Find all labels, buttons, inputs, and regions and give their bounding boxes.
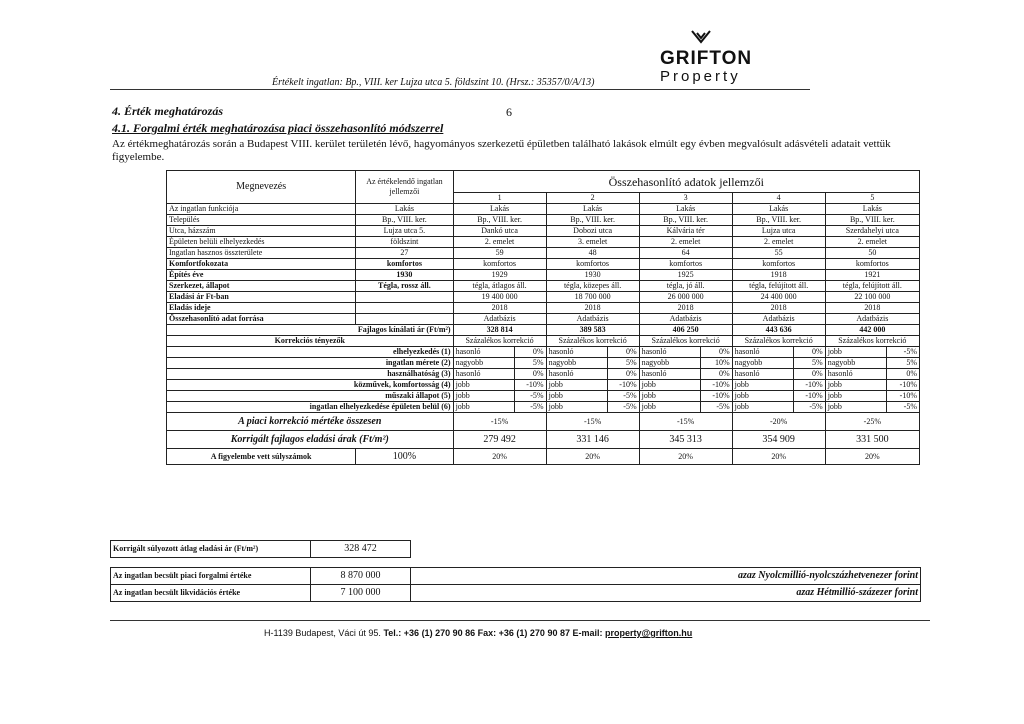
- comp-value: komfortos: [732, 259, 825, 270]
- comp-value: 2. emelet: [639, 237, 732, 248]
- subject-value: Tégla, rossz áll.: [356, 281, 453, 292]
- correction-percent: 0%: [607, 347, 639, 358]
- row-label: Település: [167, 215, 356, 226]
- section-paragraph: Az értékmeghatározás során a Budapest VIII. kerület területén lévő, hagyományos szerkezetű épületben található lakások elmúlt egy évben megvalósult adásvételi adatait vettük figyelembe.: [112, 138, 891, 163]
- average-price-value: 328 472: [311, 541, 411, 558]
- comp-number: 3: [639, 193, 732, 204]
- correction-desc: hasonló: [732, 347, 793, 358]
- table-row: [167, 259, 920, 270]
- comp-value: Lakás: [453, 204, 546, 215]
- table-row: [167, 314, 920, 325]
- table-row: [167, 270, 920, 281]
- correction-percent: -10%: [607, 380, 639, 391]
- comp-value: 18 700 000: [546, 292, 639, 303]
- comp-number: 2: [546, 193, 639, 204]
- table-row: [167, 215, 920, 226]
- footer-email-link[interactable]: property@grifton.hu: [605, 628, 693, 638]
- correction-desc: hasonló: [732, 369, 793, 380]
- correction-desc: nagyobb: [546, 358, 607, 369]
- correction-percent: 0%: [793, 369, 825, 380]
- correction-row: [167, 347, 920, 358]
- correction-desc: nagyobb: [639, 358, 700, 369]
- correction-desc: jobb: [453, 391, 514, 402]
- correction-percent: 0%: [886, 369, 919, 380]
- comp-value: 55: [732, 248, 825, 259]
- correction-header: Százalékos korrekció: [825, 336, 919, 347]
- correction-desc: jobb: [825, 380, 886, 391]
- footer-tel: +36 (1) 270 90 86: [403, 628, 476, 638]
- grifton-logo-sub: Property: [660, 68, 741, 85]
- total-correction: -15%: [453, 413, 546, 431]
- weight: 20%: [825, 449, 919, 465]
- correction-desc: hasonló: [453, 369, 514, 380]
- comp-value: 22 100 000: [825, 292, 919, 303]
- grifton-logo-name: GRIFTON: [660, 48, 753, 69]
- comp-value: 48: [546, 248, 639, 259]
- correction-desc: hasonló: [825, 369, 886, 380]
- correction-percent: 0%: [793, 347, 825, 358]
- comp-number: 4: [732, 193, 825, 204]
- weight: 20%: [639, 449, 732, 465]
- corrected-price-row: [167, 431, 920, 449]
- correction-percent: -5%: [886, 347, 919, 358]
- footer-email-label: E-mail:: [572, 628, 603, 638]
- comp-value: 19 400 000: [453, 292, 546, 303]
- footer-fax: +36 (1) 270 90 87: [498, 628, 570, 638]
- correction-header: Százalékos korrekció: [639, 336, 732, 347]
- market-value: 8 870 000: [311, 568, 411, 585]
- subject-value: 1930: [356, 270, 453, 281]
- correction-percent: 10%: [700, 358, 732, 369]
- header-ertekelendo: Az értékelendő ingatlan jellemzői: [356, 171, 453, 204]
- row-label: Építés éve: [167, 270, 356, 281]
- row-label: Épületen belüli elhelyezkedés: [167, 237, 356, 248]
- comp-value: Adatbázis: [639, 314, 732, 325]
- comp-number: 5: [825, 193, 919, 204]
- weights-row: [167, 449, 920, 465]
- table-header-row: [167, 171, 920, 193]
- table-row: [167, 248, 920, 259]
- correction-label: Korrekciós tényezők: [167, 336, 454, 347]
- comp-value: Bp., VIII. ker.: [546, 215, 639, 226]
- correction-row-label: elhelyezkedés (1): [167, 347, 454, 358]
- correction-header: Százalékos korrekció: [546, 336, 639, 347]
- subject-value: Lujza utca 5.: [356, 226, 453, 237]
- unit-price: 389 583: [546, 325, 639, 336]
- correction-row: [167, 391, 920, 402]
- table-row: [167, 303, 920, 314]
- subject-value: Bp., VIII. ker.: [356, 215, 453, 226]
- comp-value: 50: [825, 248, 919, 259]
- total-correction: -20%: [732, 413, 825, 431]
- market-value-label: Az ingatlan becsült piaci forgalmi értéke: [111, 568, 311, 585]
- comp-value: 2018: [732, 303, 825, 314]
- unit-price: 406 250: [639, 325, 732, 336]
- corrected-price: 345 313: [639, 431, 732, 449]
- correction-desc: hasonló: [546, 347, 607, 358]
- correction-percent: -5%: [886, 402, 919, 413]
- correction-desc: jobb: [825, 391, 886, 402]
- correction-desc: hasonló: [546, 369, 607, 380]
- weight: 20%: [732, 449, 825, 465]
- correction-desc: jobb: [453, 380, 514, 391]
- footer-contact: [264, 628, 692, 638]
- correction-percent: -10%: [793, 380, 825, 391]
- correction-desc: jobb: [546, 402, 607, 413]
- valuation-summary: [110, 567, 921, 602]
- correction-row: [167, 369, 920, 380]
- comp-number: 1: [453, 193, 546, 204]
- weights-label: A figyelembe vett súlyszámok: [167, 449, 356, 465]
- total-correction: -25%: [825, 413, 919, 431]
- comp-value: 1929: [453, 270, 546, 281]
- row-label: Komfortfokozata: [167, 259, 356, 270]
- correction-percent: -5%: [607, 402, 639, 413]
- correction-header-row: [167, 336, 920, 347]
- comp-value: Adatbázis: [546, 314, 639, 325]
- section-subtitle: 4.1. Forgalmi érték meghatározása piaci összehasonlító módszerrel: [112, 121, 444, 135]
- correction-percent: 0%: [514, 369, 546, 380]
- correction-percent: -5%: [514, 402, 546, 413]
- spacer: [167, 465, 920, 471]
- unit-price-row: [167, 325, 920, 336]
- correction-percent: -5%: [700, 402, 732, 413]
- comp-value: Adatbázis: [825, 314, 919, 325]
- correction-desc: jobb: [825, 347, 886, 358]
- section-title: 4. Érték meghatározás: [112, 104, 224, 118]
- correction-percent: -10%: [514, 380, 546, 391]
- footer-fax-label: Fax:: [477, 628, 497, 638]
- correction-percent: 0%: [700, 369, 732, 380]
- comp-value: tégla, jó áll.: [639, 281, 732, 292]
- correction-row-label: használhatóság (3): [167, 369, 454, 380]
- comp-value: Lakás: [546, 204, 639, 215]
- correction-percent: -10%: [886, 380, 919, 391]
- unit-price: 328 814: [453, 325, 546, 336]
- comp-value: Lakás: [639, 204, 732, 215]
- market-value-words: azaz Nyolcmillió-nyolcszázhetvenezer forint: [411, 568, 921, 585]
- comp-value: Bp., VIII. ker.: [453, 215, 546, 226]
- weight: 20%: [546, 449, 639, 465]
- correction-percent: -10%: [886, 391, 919, 402]
- comp-value: tégla, felújított áll.: [732, 281, 825, 292]
- correction-percent: 0%: [514, 347, 546, 358]
- correction-percent: 5%: [607, 358, 639, 369]
- comp-value: tégla, átlagos áll.: [453, 281, 546, 292]
- row-label: Eladási ár Ft-ban: [167, 292, 356, 303]
- table-row: [167, 281, 920, 292]
- correction-percent: -5%: [793, 402, 825, 413]
- correction-percent: 5%: [793, 358, 825, 369]
- unit-price: 442 000: [825, 325, 919, 336]
- correction-header: Százalékos korrekció: [732, 336, 825, 347]
- comp-value: Dankó utca: [453, 226, 546, 237]
- correction-desc: jobb: [732, 380, 793, 391]
- comp-value: 2. emelet: [732, 237, 825, 248]
- average-price-box: [110, 540, 411, 558]
- comp-value: Lakás: [825, 204, 919, 215]
- correction-row-label: műszaki állapot (5): [167, 391, 454, 402]
- comp-value: Adatbázis: [732, 314, 825, 325]
- footer-rule: [110, 620, 930, 621]
- subject-value: földszint: [356, 237, 453, 248]
- correction-header: Százalékos korrekció: [453, 336, 546, 347]
- corrected-price: 331 146: [546, 431, 639, 449]
- comp-value: Kálvária tér: [639, 226, 732, 237]
- total-correction-label: A piaci korrekció mértéke összesen: [167, 413, 454, 431]
- correction-desc: nagyobb: [732, 358, 793, 369]
- weight: 20%: [453, 449, 546, 465]
- correction-desc: hasonló: [453, 347, 514, 358]
- comp-value: Lujza utca: [732, 226, 825, 237]
- table-row: [167, 292, 920, 303]
- row-label: Szerkezet, állapot: [167, 281, 356, 292]
- correction-desc: hasonló: [639, 347, 700, 358]
- comp-value: 24 400 000: [732, 292, 825, 303]
- footer-address: H-1139 Budapest, Váci út 95.: [264, 628, 381, 638]
- unit-price: 443 636: [732, 325, 825, 336]
- comp-value: Lakás: [732, 204, 825, 215]
- comp-value: Bp., VIII. ker.: [825, 215, 919, 226]
- row-label: Eladás ideje: [167, 303, 356, 314]
- correction-row: [167, 358, 920, 369]
- comp-value: 2018: [546, 303, 639, 314]
- table-row: [167, 204, 920, 215]
- correction-percent: 5%: [514, 358, 546, 369]
- correction-desc: hasonló: [639, 369, 700, 380]
- subject-value: komfortos: [356, 259, 453, 270]
- comp-value: komfortos: [546, 259, 639, 270]
- subject-value: [356, 303, 453, 314]
- comp-value: 2. emelet: [453, 237, 546, 248]
- weight-subject: 100%: [356, 449, 453, 465]
- comp-value: Dobozi utca: [546, 226, 639, 237]
- correction-percent: -5%: [514, 391, 546, 402]
- comp-value: tégla, közepes áll.: [546, 281, 639, 292]
- subject-value: 27: [356, 248, 453, 259]
- correction-row: [167, 402, 920, 413]
- header-osszehasonlito: Összehasonlító adatok jellemzői: [453, 171, 919, 193]
- header-rule: [110, 89, 810, 90]
- subject-value: [356, 292, 453, 303]
- corrected-price: 354 909: [732, 431, 825, 449]
- table-row: [167, 226, 920, 237]
- row-label: Ingatlan hasznos összterülete: [167, 248, 356, 259]
- comp-value: 1925: [639, 270, 732, 281]
- comp-value: Bp., VIII. ker.: [732, 215, 825, 226]
- grifton-logo-mark: [691, 30, 711, 44]
- correction-percent: -10%: [793, 391, 825, 402]
- comp-value: 26 000 000: [639, 292, 732, 303]
- correction-desc: nagyobb: [453, 358, 514, 369]
- liquidation-value: 7 100 000: [311, 585, 411, 602]
- corrected-price: 331 500: [825, 431, 919, 449]
- table-row: [167, 237, 920, 248]
- page-number: 6: [506, 105, 512, 119]
- liquidation-value-words: azaz Hétmillió-százezer forint: [411, 585, 921, 602]
- comp-value: 2018: [453, 303, 546, 314]
- correction-desc: jobb: [639, 380, 700, 391]
- comp-value: 2. emelet: [825, 237, 919, 248]
- subject-value: [356, 314, 453, 325]
- subject-value: Lakás: [356, 204, 453, 215]
- comp-value: Bp., VIII. ker.: [639, 215, 732, 226]
- correction-percent: -5%: [607, 391, 639, 402]
- comp-value: tégla, felújított áll.: [825, 281, 919, 292]
- correction-percent: 0%: [700, 347, 732, 358]
- correction-row-label: ingatlan mérete (2): [167, 358, 454, 369]
- correction-desc: jobb: [639, 391, 700, 402]
- correction-desc: jobb: [825, 402, 886, 413]
- comp-value: 64: [639, 248, 732, 259]
- comp-value: 59: [453, 248, 546, 259]
- comp-value: 3. emelet: [546, 237, 639, 248]
- header-megnevezes: Megnevezés: [167, 171, 356, 204]
- corrected-price-label: Korrigált fajlagos eladási árak (Ft/m²): [167, 431, 454, 449]
- correction-percent: 5%: [886, 358, 919, 369]
- comp-value: komfortos: [825, 259, 919, 270]
- correction-row: [167, 380, 920, 391]
- comparison-table: [166, 170, 920, 471]
- correction-row-label: közművek, komfortosság (4): [167, 380, 454, 391]
- corrected-price: 279 492: [453, 431, 546, 449]
- correction-percent: -10%: [700, 391, 732, 402]
- correction-row-label: ingatlan elhelyezkedése épületen belül (6): [167, 402, 454, 413]
- row-label: Utca, házszám: [167, 226, 356, 237]
- comp-value: 1918: [732, 270, 825, 281]
- row-label: Az ingatlan funkciója: [167, 204, 356, 215]
- correction-desc: jobb: [639, 402, 700, 413]
- row-label: Összehasonlító adat forrása: [167, 314, 356, 325]
- comp-value: 2018: [639, 303, 732, 314]
- correction-percent: 0%: [607, 369, 639, 380]
- correction-desc: jobb: [546, 391, 607, 402]
- comp-value: Adatbázis: [453, 314, 546, 325]
- comp-value: Szerdahelyi utca: [825, 226, 919, 237]
- total-correction-row: [167, 413, 920, 431]
- comp-value: 2018: [825, 303, 919, 314]
- correction-desc: jobb: [453, 402, 514, 413]
- comp-value: komfortos: [639, 259, 732, 270]
- correction-desc: nagyobb: [825, 358, 886, 369]
- correction-percent: -10%: [700, 380, 732, 391]
- document-header-address: Értékelt ingatlan: Bp., VIII. ker Lujza utca 5. földszint 10. (Hrsz.: 35357/0/A/13): [272, 77, 595, 88]
- comp-value: 1930: [546, 270, 639, 281]
- comp-value: 1921: [825, 270, 919, 281]
- average-price-label: Korrigált súlyozott átlag eladási ár (Ft/m²): [111, 541, 311, 558]
- correction-desc: jobb: [732, 402, 793, 413]
- total-correction: -15%: [546, 413, 639, 431]
- correction-desc: jobb: [546, 380, 607, 391]
- footer-tel-label: Tel.:: [383, 628, 402, 638]
- unit-price-label: Fajlagos kínálati ár (Ft/m²): [167, 325, 454, 336]
- total-correction: -15%: [639, 413, 732, 431]
- comp-value: komfortos: [453, 259, 546, 270]
- liquidation-value-label: Az ingatlan becsült likvidációs értéke: [111, 585, 311, 602]
- correction-desc: jobb: [732, 391, 793, 402]
